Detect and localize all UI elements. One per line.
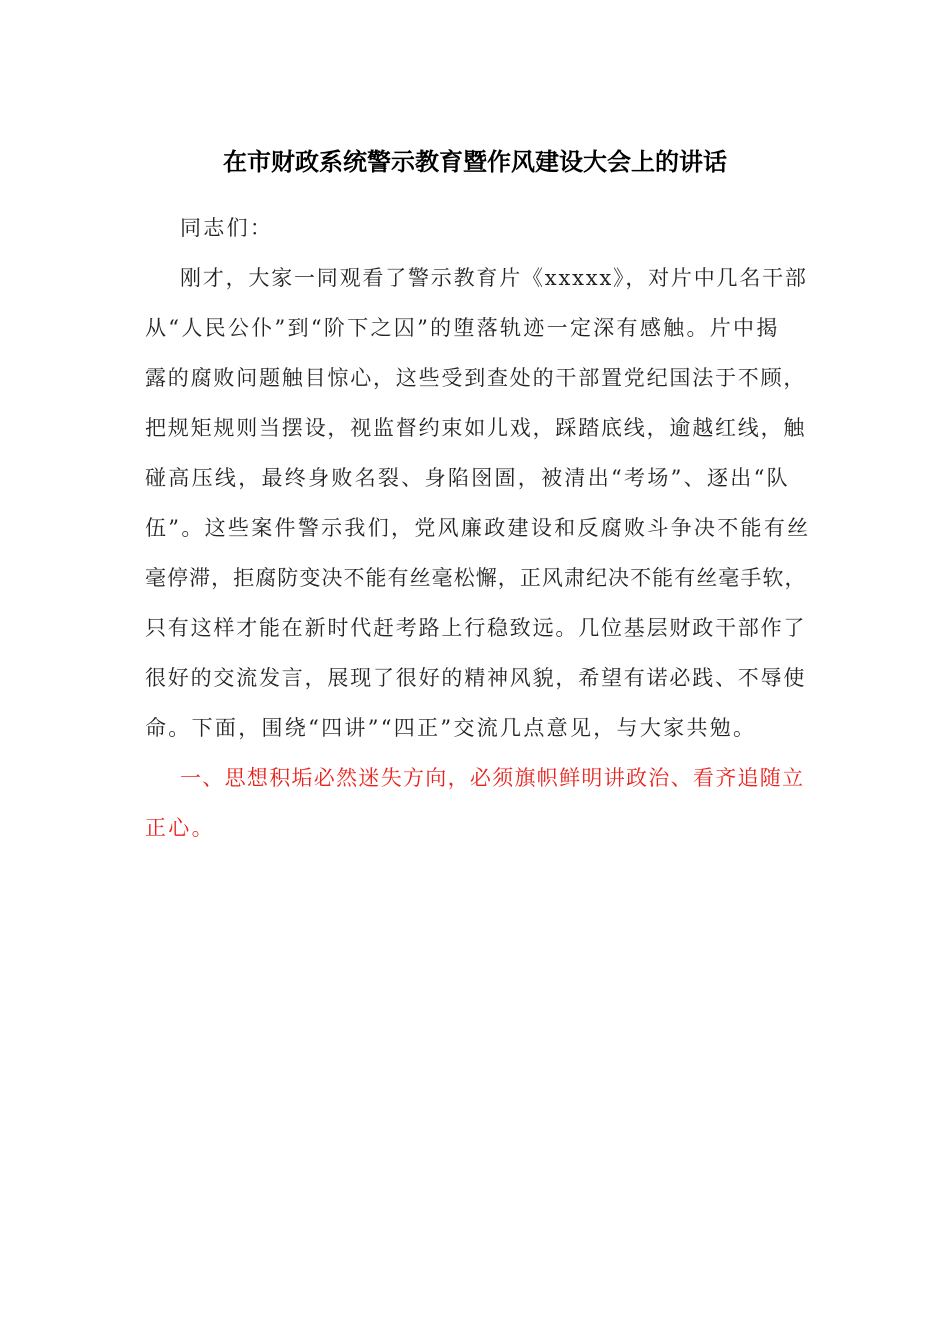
paragraph-line: 伍”。这些案件警示我们，党风廉政建设和反腐败斗争决不能有丝 [145, 516, 811, 540]
paragraph-line: 刚才，大家一同观看了警示教育片《xxxxx》，对片中几名干部 [180, 266, 808, 290]
greeting-paragraph [145, 203, 810, 253]
section-heading-1 [145, 753, 810, 853]
opening-paragraph [145, 253, 810, 753]
section-heading-line: 正心。 [145, 816, 215, 840]
paragraph-line: 只有这样才能在新时代赶考路上行稳致远。几位基层财政干部作了 [145, 616, 807, 640]
paragraph-line: 从“人民公仆”到“阶下之囚”的堕落轨迹一定深有感触。片中揭 [145, 316, 780, 340]
paragraph-line: 碰高压线，最终身败名裂、身陷囹圄，被清出“考场”、逐出“队 [145, 466, 790, 490]
section-heading-line: 一、思想积垢必然迷失方向，必须旗帜鲜明讲政治、看齐追随立 [180, 766, 805, 790]
paragraph-line: 把规矩规则当摆设，视监督约束如儿戏，踩踏底线，逾越红线，触 [145, 416, 807, 440]
paragraph-line: 命。下面，围绕“四讲”“四正”交流几点意见，与大家共勉。 [145, 716, 757, 740]
document-title: 在市财政系统警示教育暨作风建设大会上的讲话 [223, 148, 727, 176]
paragraph-line: 毫停滞，拒腐防变决不能有丝毫松懈，正风肃纪决不能有丝毫手软， [145, 566, 807, 590]
greeting-line: 同志们： [180, 216, 274, 240]
paragraph-line: 露的腐败问题触目惊心，这些受到查处的干部置党纪国法于不顾， [145, 366, 807, 390]
paragraph-line: 很好的交流发言，展现了很好的精神风貌，希望有诺必践、不辱使 [145, 666, 807, 690]
